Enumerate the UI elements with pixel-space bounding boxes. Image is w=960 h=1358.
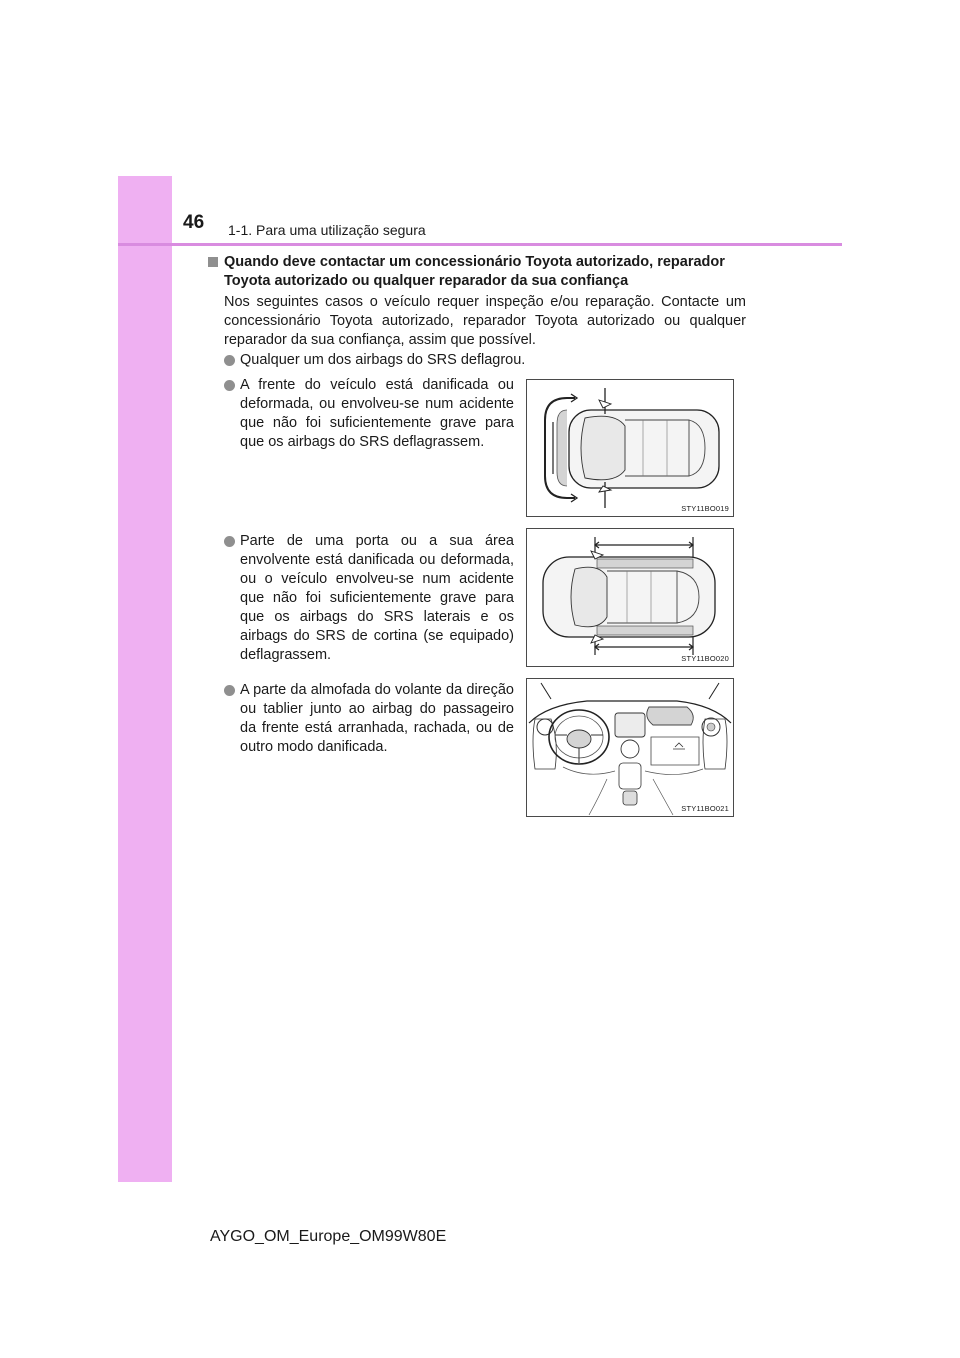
dashboard-airbag-illustration (527, 679, 733, 816)
bullet-dot-icon (224, 685, 235, 696)
figure-dashboard (526, 678, 734, 817)
bullet-item (224, 376, 514, 452)
footer-document-id: AYGO_OM_Europe_OM99W80E (210, 1228, 447, 1245)
section-heading-text: Quando deve contactar um concessionário Toyota autorizado, reparador Toyota autorizado ou qualquer reparador da sua confiança (224, 254, 725, 289)
bullet-item (224, 351, 754, 370)
figure-code: STY11BO020 (681, 654, 729, 663)
bullet-item (224, 681, 514, 757)
bullet-text: Qualquer um dos airbags do SRS deflagrou. (240, 352, 526, 368)
figure-front-damage (526, 379, 734, 517)
bullet-dot-icon (224, 536, 235, 547)
car-side-damage-illustration (527, 529, 733, 666)
bullet-text: A frente do veículo está danificada ou deformada, ou envolveu-se num acidente que não foi suficientemente grave para que os airbags do SRS deflagrassem. (240, 377, 514, 450)
figure-code: STY11BO021 (681, 804, 729, 813)
bullet-item (224, 532, 514, 665)
bullet-text: A parte da almofada do volante da direção ou tablier junto ao airbag do passageiro da frente está arranhada, rachada, ou de outro modo danificada. (240, 682, 514, 755)
car-front-damage-illustration (527, 380, 733, 516)
section-heading (208, 253, 768, 291)
figure-side-damage (526, 528, 734, 667)
figure-code: STY11BO019 (681, 504, 729, 513)
bullet-dot-icon (224, 380, 235, 391)
intro-paragraph: Nos seguintes casos o veículo requer inspeção e/ou reparação. Contacte um concessionário Toyota autorizado, reparador Toyota autorizado ou qualquer reparador da sua confiança, assim que possível. (224, 294, 746, 348)
header-rule (118, 243, 842, 246)
section-title: 1-1. Para uma utilização segura (228, 222, 426, 238)
chapter-sidebar-band (118, 176, 172, 1182)
page-number: 46 (183, 212, 205, 233)
square-bullet-icon (208, 257, 218, 267)
bullet-dot-icon (224, 355, 235, 366)
bullet-text: Parte de uma porta ou a sua área envolvente está danificada ou deformada, ou o veículo envolveu-se num acidente que não foi suficientemente grave para que os airbags do SRS laterais e os airbags do SRS de cortina (se equipado) deflagrassem. (240, 533, 514, 663)
